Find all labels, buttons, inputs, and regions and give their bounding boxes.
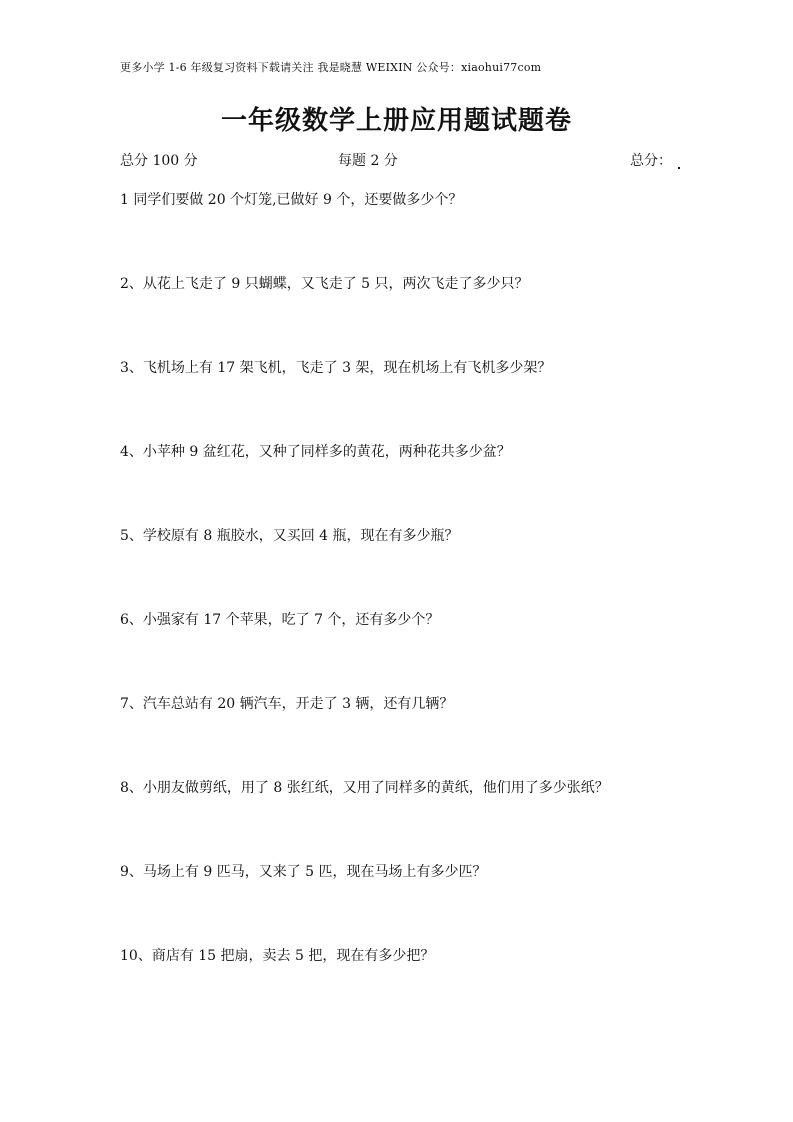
- score-info-row: [120, 150, 680, 170]
- question-item: 6、小强家有 17 个苹果，吃了 7 个，还有多少个？: [120, 612, 440, 628]
- question-item: 9、马场上有 9 匹马，又来了 5 匹，现在马场上有多少匹？: [120, 864, 487, 880]
- header-note: 更多小学 1-6 年级复习资料下载请关注 我是晓慧 WEIXIN 公众号：xiaohui77com: [120, 61, 542, 74]
- total-points-label: 总分 100 分: [120, 153, 198, 169]
- question-item: 4、小苹种 9 盆红花，又种了同样多的黄花，两种花共多少盆？: [120, 444, 511, 460]
- points-per-question-label: 每题 2 分: [338, 153, 398, 169]
- question-item: 10、商店有 15 把扇，卖去 5 把，现在有多少把？: [120, 948, 435, 964]
- question-item: 5、学校原有 8 瓶胶水，又买回 4 瓶，现在有多少瓶？: [120, 528, 459, 544]
- score-label: 总分：: [630, 153, 672, 169]
- question-item: 7、汽车总站有 20 辆汽车，开走了 3 辆，还有几辆？: [120, 696, 454, 712]
- question-item: 3、飞机场上有 17 架飞机，飞走了 3 架，现在机场上有飞机多少架？: [120, 360, 552, 376]
- question-item: 2、从花上飞走了 9 只蝴蝶，又飞走了 5 只，两次飞走了多少只？: [120, 276, 529, 292]
- question-item: 1 同学们要做 20 个灯笼,已做好 9 个，还要做多少个？: [120, 192, 463, 208]
- question-list: [120, 191, 720, 1031]
- score-blank-mark: [678, 167, 680, 169]
- page-title: 一年级数学上册应用题试题卷: [220, 106, 572, 136]
- question-item: 8、小朋友做剪纸，用了 8 张红纸，又用了同样多的黄纸，他们用了多少张纸？: [120, 780, 609, 796]
- score-field: [630, 150, 680, 170]
